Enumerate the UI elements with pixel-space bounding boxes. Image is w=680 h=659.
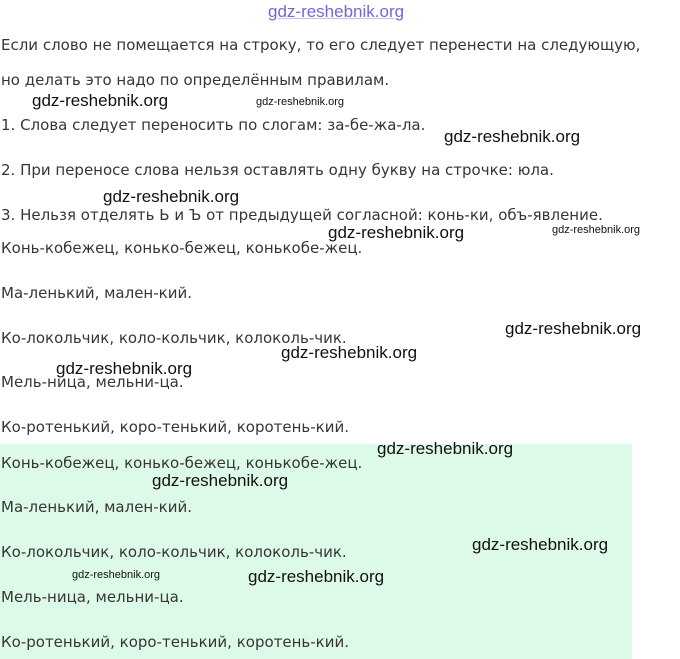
- watermark: gdz-reshebnik.org: [444, 127, 581, 146]
- rule-3: 3. Нельзя отделять Ь и Ъ от предыдущей согласной: конь-ки, объ-явление.: [1, 206, 603, 224]
- watermark: gdz-reshebnik.org: [377, 439, 514, 458]
- intro-line-2: но делать это надо по определённым правилам.: [1, 71, 390, 89]
- watermark: gdz-reshebnik.org: [56, 359, 193, 378]
- watermark: gdz-reshebnik.org: [505, 319, 642, 338]
- example-1: Конь-кобежец, конько-бежец, конькобе-жец.: [1, 239, 363, 257]
- watermark: gdz-reshebnik.org: [328, 223, 465, 242]
- watermark: gdz-reshebnik.org: [248, 567, 385, 586]
- watermark: gdz-reshebnik.org: [472, 535, 609, 554]
- watermark: gdz-reshebnik.org: [256, 96, 345, 108]
- rule-1: 1. Слова следует переносить по слогам: за-бе-жа-ла.: [1, 116, 426, 134]
- answer-line-2: Ма-ленький, мален-кий.: [1, 498, 192, 516]
- example-5: Ко-ротенький, коро-тенький, коротень-кий.: [1, 418, 349, 436]
- intro-line-1: Если слово не помещается на строку, то его следует перенести на следующую,: [1, 36, 641, 54]
- watermark: gdz-reshebnik.org: [281, 343, 418, 362]
- example-2: Ма-ленький, мален-кий.: [1, 284, 192, 302]
- rule-2: 2. При переносе слова нельзя оставлять одну букву на строчке: юла.: [1, 161, 554, 179]
- example-3: Ко-локольчик, коло-кольчик, колоколь-чик.: [1, 329, 347, 347]
- top-watermark-link[interactable]: gdz-reshebnik.org: [268, 2, 405, 21]
- watermark: gdz-reshebnik.org: [32, 91, 169, 110]
- example-4: Мель-ница, мельни-ца.: [1, 373, 184, 391]
- watermark: gdz-reshebnik.org: [72, 569, 161, 581]
- watermark: gdz-reshebnik.org: [103, 187, 240, 206]
- answer-line-5: Ко-ротенький, коро-тенький, коротень-кий.: [1, 633, 349, 651]
- watermark: gdz-reshebnik.org: [152, 471, 289, 490]
- answer-line-4: Мель-ница, мельни-ца.: [1, 588, 184, 606]
- answer-line-3: Ко-локольчик, коло-кольчик, колоколь-чик.: [1, 543, 347, 561]
- watermark: gdz-reshebnik.org: [552, 224, 641, 236]
- answer-line-1: Конь-кобежец, конько-бежец, конькобе-жец.: [1, 454, 363, 472]
